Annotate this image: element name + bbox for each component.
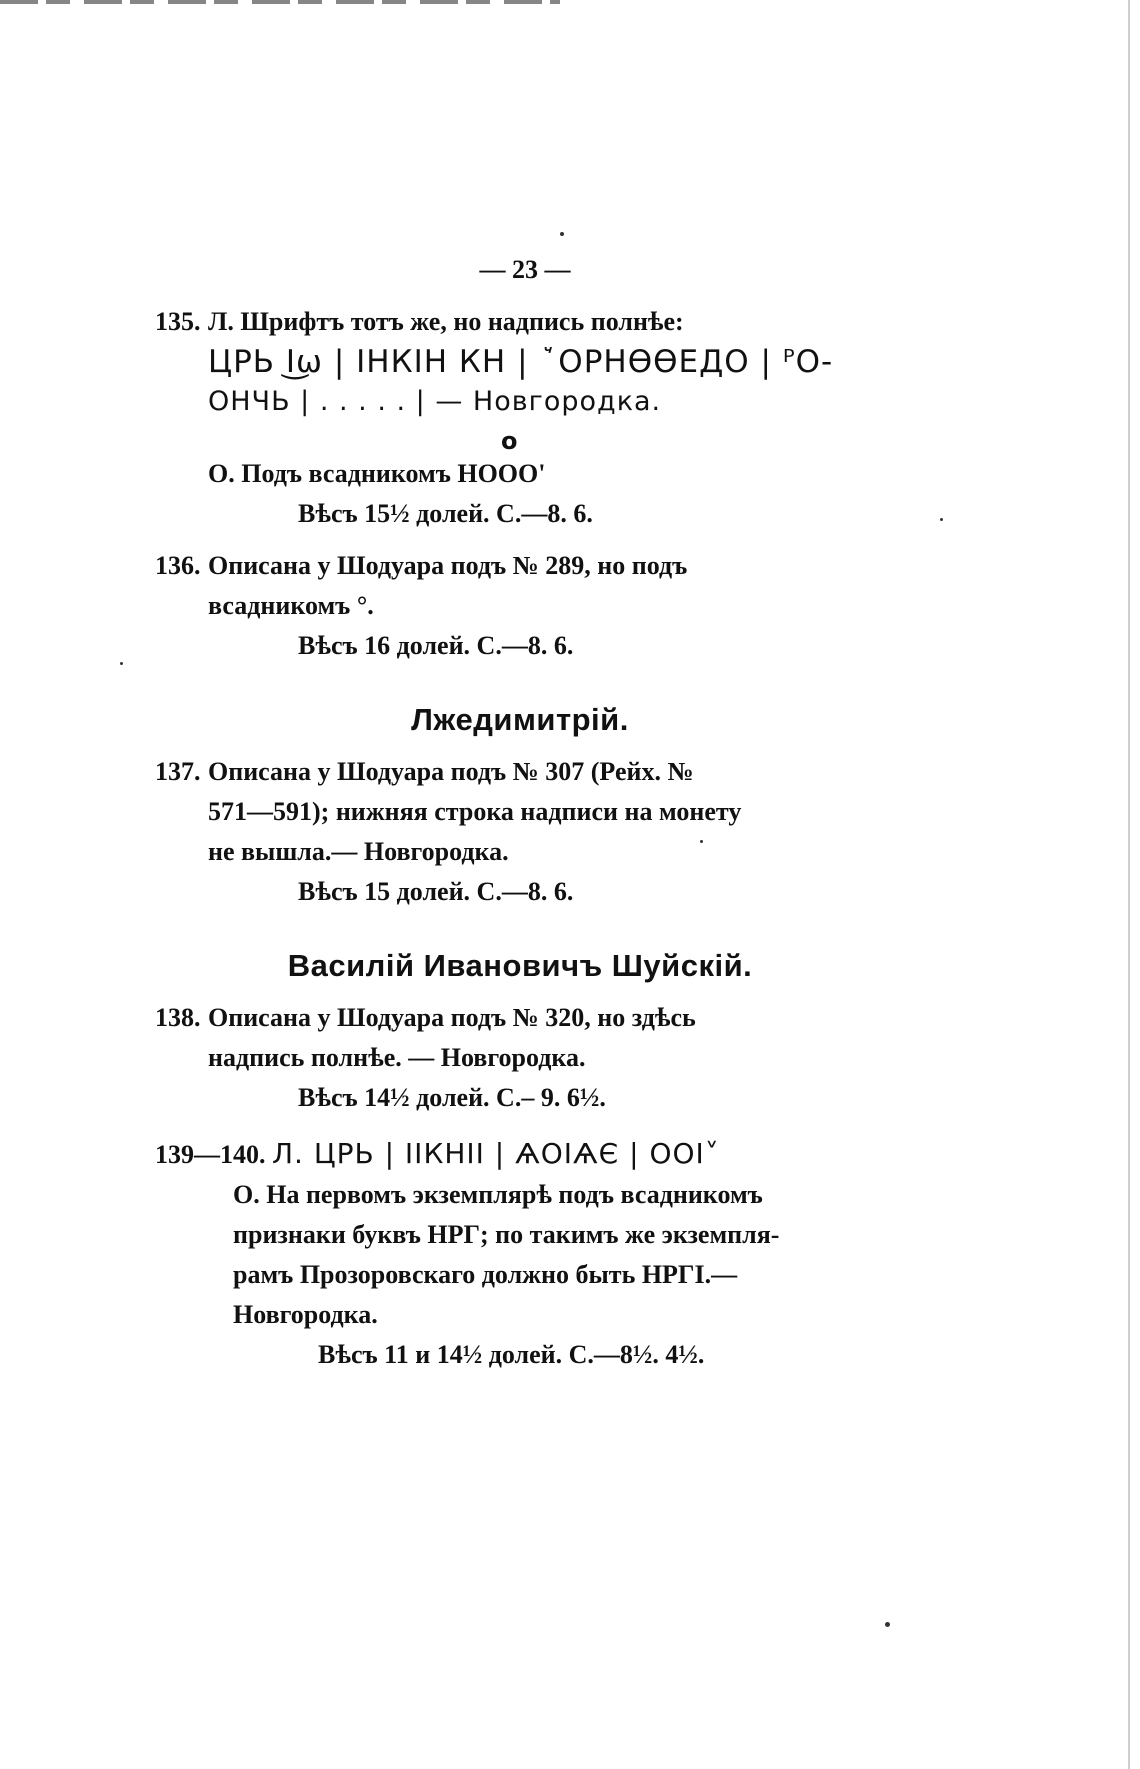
scan-speck <box>940 518 943 521</box>
obverse-line: О. Подъ всадникомъ НОOO' <box>208 459 546 488</box>
inscription-line: ОНЧЬ | . . . . . | — Новгородка. <box>208 386 662 417</box>
scan-top-edge <box>0 0 560 4</box>
weight-line: Вѣсъ 15 долей. С.—8. 6. <box>298 877 574 906</box>
scan-speck <box>120 662 123 665</box>
entry-text-line: Новгородка. <box>233 1300 378 1329</box>
entry-number: 135. <box>155 307 201 336</box>
weight-line: Вѣсъ 11 и 14½ долей. С.—8½. 4½. <box>318 1340 705 1369</box>
scan-speck <box>885 1622 890 1627</box>
scan-speck <box>560 232 564 236</box>
inscription-line: ЦРЬ І͜ѡ | ІНКІН КН | ꙿОРНӨӨЕДО | ᴾО- <box>208 344 834 380</box>
scan-right-edge <box>1128 0 1130 1769</box>
section-heading: Василій Ивановичъ Шуйскій. <box>287 948 753 983</box>
scan-speck <box>700 840 703 843</box>
entry-137 <box>155 752 855 912</box>
entry-body <box>155 1175 855 1375</box>
entry-135 <box>155 302 855 534</box>
entry-text-line: Описана у Шодуара подъ № 289, но подъ <box>208 551 688 580</box>
entry-number: 136. <box>155 551 201 580</box>
entry-text-line: всадникомъ °. <box>208 591 374 620</box>
entry-number: 137. <box>155 757 201 786</box>
entry-number: 139—140. <box>155 1140 266 1169</box>
entry-text-line: рамъ Прозоровскаго должно быть НРГІ.— <box>233 1260 738 1289</box>
entry-text-line: Описана у Шодуара подъ № 320, но здѣсь <box>208 1003 696 1032</box>
weight-line: Вѣсъ 15½ долей. С.—8. 6. <box>298 499 593 528</box>
superscript-o-glyph: o <box>501 427 518 455</box>
entry-text-line: надпись полнѣе. — Новгородка. <box>208 1043 586 1072</box>
entry-text-line: Описана у Шодуара подъ № 307 (Рейх. № <box>208 757 694 786</box>
page-number: — 23 — <box>479 255 571 284</box>
section-heading: Лжедимитрій. <box>411 702 629 737</box>
entry-136 <box>155 546 855 666</box>
entry-text-line: не вышла.— Новгородка. <box>208 837 509 866</box>
weight-line: Вѣсъ 16 долей. С.—8. 6. <box>298 631 574 660</box>
entry-text-line: 571—591); нижняя строка надписи на монету <box>208 797 742 826</box>
entry-text-line: Л. Шрифтъ тотъ же, но надпись полнѣе: <box>208 307 684 336</box>
weight-line: Вѣсъ 14½ долей. С.– 9. 6½. <box>298 1083 606 1112</box>
entry-139-140 <box>155 1134 855 1375</box>
entry-number: 138. <box>155 1003 201 1032</box>
entry-text-line: О. На первомъ экземплярѣ подъ всадникомъ <box>233 1180 763 1209</box>
document-page <box>155 250 855 1375</box>
inscription-text: Л. ЦРЬ | ІІКНІІ | ѦОІѦЄ | ООІ˅ <box>272 1137 720 1170</box>
entry-text-line: признаки буквъ НРГ; по такимъ же экземпля- <box>233 1220 780 1249</box>
entry-138 <box>155 998 855 1118</box>
entry-first-line <box>155 1134 855 1175</box>
